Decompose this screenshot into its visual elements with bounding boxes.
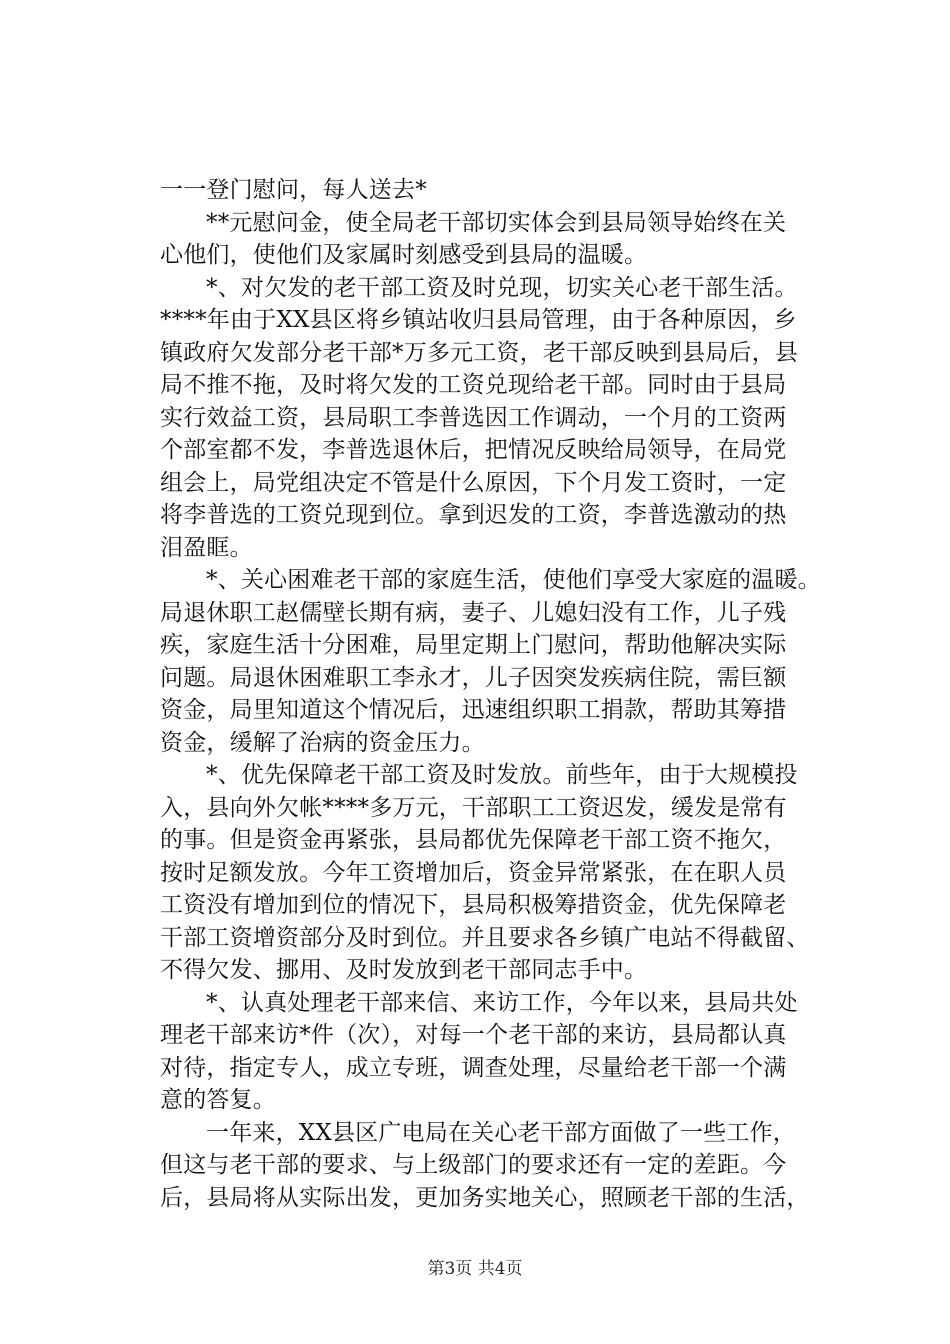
text-line: 一一登门慰问，每人送去* [160, 177, 427, 203]
text-line: 入，县向外欠帐****多万元，干部职工工资迟发，缓发是常有 [160, 794, 787, 821]
text-line: 泪盈眶。 [160, 534, 253, 561]
text-line: 实行效益工资，县局职工李普选因工作调动，一个月的工资两 [160, 404, 787, 431]
text-line: 理老干部来访*件（次），对每一个老干部的来访，县局都认真 [160, 1022, 787, 1048]
text-line: 将李普选的工资兑现到位。拿到迟发的工资，李普选激动的热 [160, 502, 787, 528]
text-line: 镇政府欠发部分老干部*万多元工资，老干部反映到县局后，县 [160, 339, 799, 366]
text-line: ****年由于XX县区将乡镇站收归县局管理，由于各种原因，乡 [160, 307, 797, 333]
text-line: 工资没有增加到位的情况下，县局积极筹措资金，优先保障老 [160, 892, 787, 918]
text-line: 干部工资增资部分及时到位。并且要求各乡镇广电站不得截留、 [160, 924, 810, 951]
text-line: 意的答复。 [160, 1087, 276, 1113]
text-line: 心他们，使他们及家属时刻感受到县局的温暖。 [160, 242, 648, 268]
text-line: *、对欠发的老干部工资及时兑现，切实关心老干部生活。 [206, 274, 798, 301]
text-line: 对待，指定专人，成立专班，调查处理，尽量给老干部一个满 [160, 1054, 787, 1081]
text-line: 资金，局里知道这个情况后，迅速组织职工捐款，帮助其筹措 [160, 697, 787, 723]
text-line: 的事。但是资金再紧张，县局都优先保障老干部工资不拖欠， [160, 827, 787, 853]
text-line: 个部室都不发，李普选退休后，把情况反映给局领导，在局党 [160, 437, 787, 463]
text-line: 后，县局将从实际出发，更加务实地关心，照顾老干部的生活， [160, 1184, 810, 1211]
text-line: 局不推不拖，及时将欠发的工资兑现给老干部。同时由于县局 [160, 372, 787, 398]
text-line: 不得欠发、挪用、及时发放到老干部同志手中。 [160, 957, 648, 983]
text-line: **元慰问金，使全局老干部切实体会到县局领导始终在关 [206, 209, 787, 236]
page-footer: 第3页 共4页 [427, 1259, 523, 1279]
text-line: 但这与老干部的要求、与上级部门的要求还有一定的差距。今 [160, 1152, 787, 1178]
text-line: *、优先保障老干部工资及时发放。前些年，由于大规模投 [206, 762, 798, 788]
text-line: *、认真处理老干部来信、来访工作，今年以来，县局共处 [206, 989, 798, 1016]
text-line: *、关心困难老干部的家庭生活，使他们享受大家庭的温暖。 [206, 567, 821, 593]
text-line: 一年来，XX县区广电局在关心老干部方面做了一些工作， [206, 1119, 796, 1146]
text-line: 问题。局退休困难职工李永才，儿子因突发疾病住院，需巨额 [160, 664, 787, 691]
text-line: 局退休职工赵儒壁长期有病，妻子、儿媳妇没有工作，儿子残 [160, 599, 787, 626]
text-line: 按时足额发放。今年工资增加后，资金异常紧张，在在职人员 [160, 859, 787, 886]
text-line: 疾，家庭生活十分困难，局里定期上门慰问，帮助他解决实际 [160, 632, 787, 658]
text-line: 资金，缓解了治病的资金压力。 [160, 729, 485, 756]
document-body [160, 174, 850, 1214]
text-line: 组会上，局党组决定不管是什么原因，下个月发工资时，一定 [160, 469, 787, 496]
